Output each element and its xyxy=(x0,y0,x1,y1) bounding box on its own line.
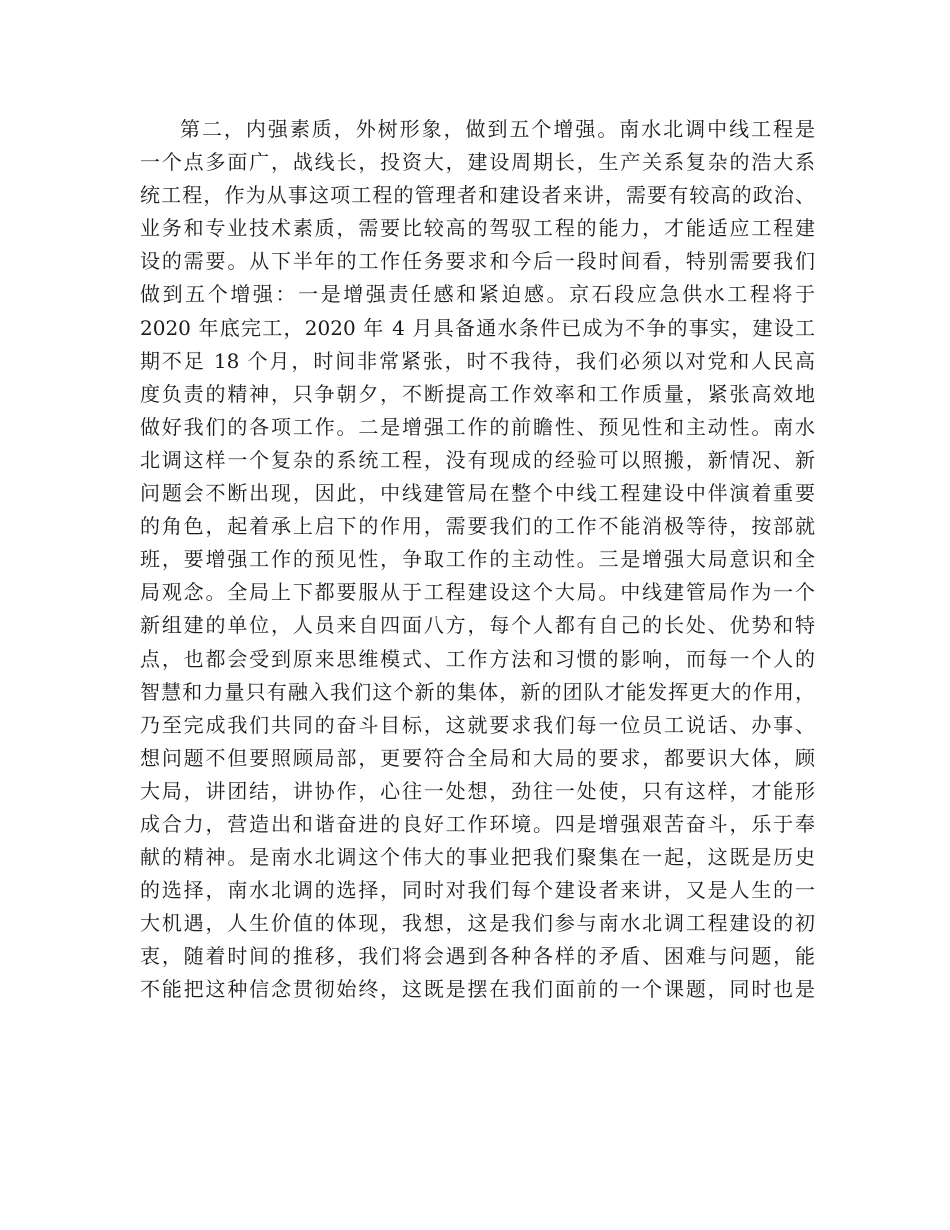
text-line: 第二，内强素质，外树形象，做到五个增强。南水北调中线工程是 xyxy=(180,117,815,141)
text-line: 做好我们的各项工作。二是增强工作的前瞻性、预见性和主动性。南水 xyxy=(140,414,815,439)
text-line: 献的精神。是南水北调这个伟大的事业把我们聚集在一起，这既是历史 xyxy=(140,845,815,870)
text-line: 设的需要。从下半年的工作任务要求和今后一段时间看，特别需要我们 xyxy=(140,249,815,274)
text-line: 班，要增强工作的预见性，争取工作的主动性。三是增强大局意识和全 xyxy=(140,547,815,572)
text-line: 衷，随着时间的推移，我们将会遇到各种各样的矛盾、困难与问题，能 xyxy=(140,944,815,969)
text-line: 新组建的单位，人员来自四面八方，每个人都有自己的长处、优势和特 xyxy=(140,613,815,638)
text-line: 度负责的精神，只争朝夕，不断提高工作效率和工作质量，紧张高效地 xyxy=(140,381,815,406)
text-line: 想问题不但要照顾局部，更要符合全局和大局的要求，都要识大体，顾 xyxy=(140,745,815,770)
text-line: 问题会不断出现，因此，中线建管局在整个中线工程建设中伴演着重要 xyxy=(140,481,815,506)
text-line: 统工程，作为从事这项工程的管理者和建设者来讲，需要有较高的政治、 xyxy=(140,183,815,208)
text-line: 业务和专业技术素质，需要比较高的驾驭工程的能力，才能适应工程建 xyxy=(140,216,815,241)
text-line: 大机遇，人生价值的体现，我想，这是我们参与南水北调工程建设的初 xyxy=(140,911,815,936)
text-line: 点，也都会受到原来思维模式、工作方法和习惯的影响，而每一个人的 xyxy=(140,646,815,671)
text-line: 期不足 18 个月，时间非常紧张，时不我待，我们必须以对党和人民高 xyxy=(140,348,815,373)
text-line: 大局，讲团结，讲协作，心往一处想，劲往一处使，只有这样，才能形 xyxy=(140,778,815,803)
text-line: 乃至完成我们共同的奋斗目标，这就要求我们每一位员工说话、办事、 xyxy=(140,712,815,737)
text-line: 一个点多面广，战线长，投资大，建设周期长，生产关系复杂的浩大系 xyxy=(140,150,815,175)
text-line: 智慧和力量只有融入我们这个新的集体，新的团队才能发挥更大的作用， xyxy=(140,679,815,704)
text-line: 的角色，起着承上启下的作用，需要我们的工作不能消极等待，按部就 xyxy=(140,514,815,539)
text-line: 局观念。全局上下都要服从于工程建设这个大局。中线建管局作为一个 xyxy=(140,580,815,605)
text-line: 不能把这种信念贯彻始终，这既是摆在我们面前的一个课题，同时也是 xyxy=(140,977,815,1002)
text-line: 做到五个增强：一是增强责任感和紧迫感。京石段应急供水工程将于 xyxy=(140,282,815,307)
body-paragraph xyxy=(140,113,815,1007)
text-line: 2020 年底完工，2020 年 4 月具备通水条件已成为不争的事实，建设工 xyxy=(140,315,815,340)
text-line: 成合力，营造出和谐奋进的良好工作环境。四是增强艰苦奋斗，乐于奉 xyxy=(140,811,815,836)
text-line: 北调这样一个复杂的系统工程，没有现成的经验可以照搬，新情况、新 xyxy=(140,447,815,472)
text-line: 的选择，南水北调的选择，同时对我们每个建设者来讲，又是人生的一 xyxy=(140,878,815,903)
